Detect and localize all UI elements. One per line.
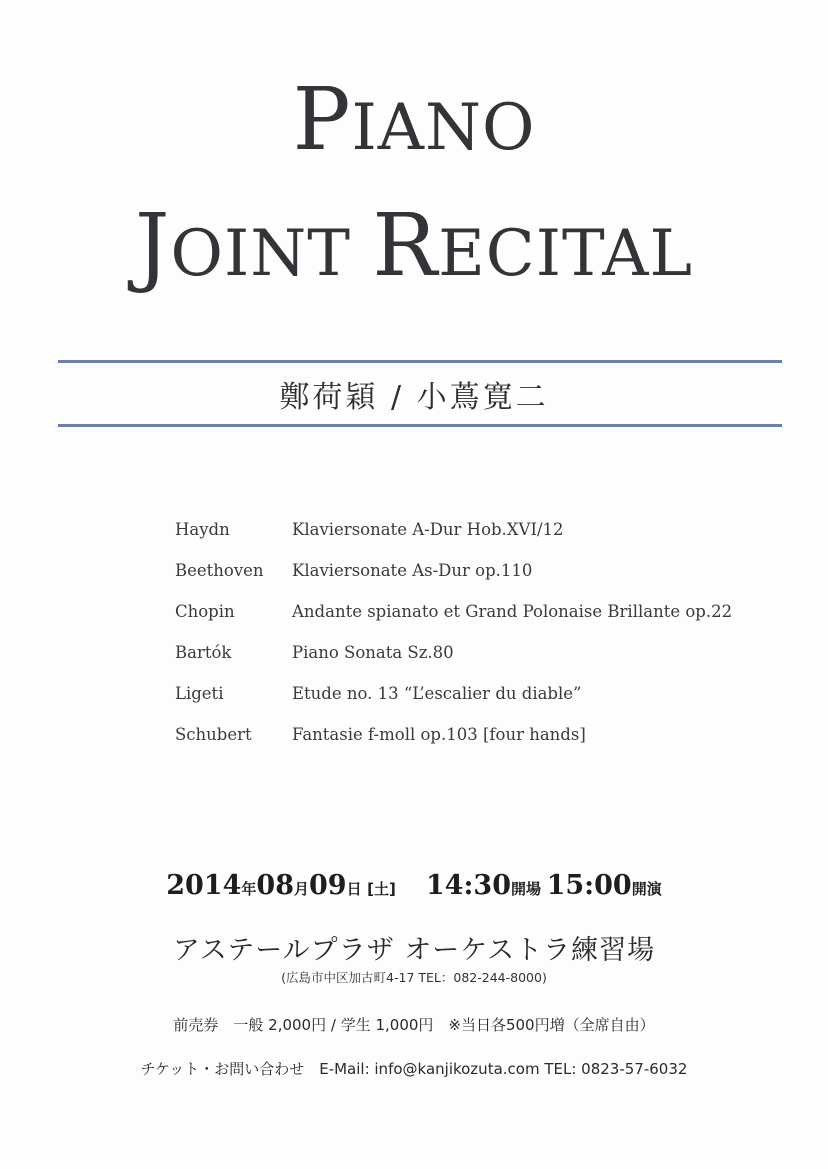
composer: Beethoven	[175, 561, 264, 580]
year-unit: 年	[241, 880, 257, 898]
day-unit: 日	[346, 880, 362, 898]
composer: Bartók	[175, 643, 232, 662]
title-letter: R	[372, 196, 439, 296]
composer: Haydn	[175, 520, 230, 539]
composer: Schubert	[175, 725, 252, 744]
performers: 鄭荷穎 / 小蔦寛二	[279, 380, 549, 415]
weekday: [土]	[367, 880, 396, 898]
year: 2014	[166, 870, 242, 901]
top-divider	[58, 360, 782, 363]
work-title: Andante spianato et Grand Polonaise Brillante op.22	[292, 602, 733, 621]
title-line-piano	[0, 70, 828, 170]
ticket-prices: 前売券 一般 2,000円 / 学生 1,000円 ※当日各500円増（全席自由）	[173, 1016, 655, 1034]
work-title: Piano Sonata Sz.80	[292, 643, 454, 662]
venue-name: アステールプラザ オーケストラ練習場	[172, 935, 656, 966]
title-letter: P	[292, 70, 352, 170]
event-datetime	[0, 870, 828, 901]
work-title: Etude no. 13 “L’escalier du diable”	[292, 684, 582, 703]
venue-address: (広島市中区加古町4-17 TEL：082-244-8000)	[281, 970, 547, 985]
contact-info: チケット・お問い合わせ E-Mail: info@kanjikozuta.com TEL: 0823-57-6032	[140, 1060, 688, 1078]
program-row	[175, 520, 795, 561]
title-letter: J	[135, 196, 171, 296]
composer: Ligeti	[175, 684, 224, 703]
work-title: Klaviersonate A-Dur Hob.XVI/12	[292, 520, 564, 539]
month-unit: 月	[293, 880, 309, 898]
program-row	[175, 561, 795, 602]
program-row	[175, 602, 795, 643]
month: 08	[256, 870, 294, 901]
open-time: 14:30	[425, 870, 512, 901]
composer: Chopin	[175, 602, 235, 621]
title-letters: ECITAL	[438, 217, 693, 291]
start-label: 開演	[631, 880, 662, 898]
day: 09	[309, 870, 347, 901]
program-list	[175, 520, 795, 766]
work-title: Klaviersonate As-Dur op.110	[292, 561, 533, 580]
bottom-divider	[58, 424, 782, 427]
program-row	[175, 725, 795, 766]
title-letters: IANO	[351, 91, 536, 165]
title-line-joint-recital	[0, 196, 828, 296]
title-letters: OINT	[170, 217, 373, 291]
start-time: 15:00	[546, 870, 632, 901]
program-row	[175, 643, 795, 684]
work-title: Fantasie f-moll op.103 [four hands]	[292, 725, 586, 744]
open-label: 開場	[511, 880, 542, 898]
program-row	[175, 684, 795, 725]
